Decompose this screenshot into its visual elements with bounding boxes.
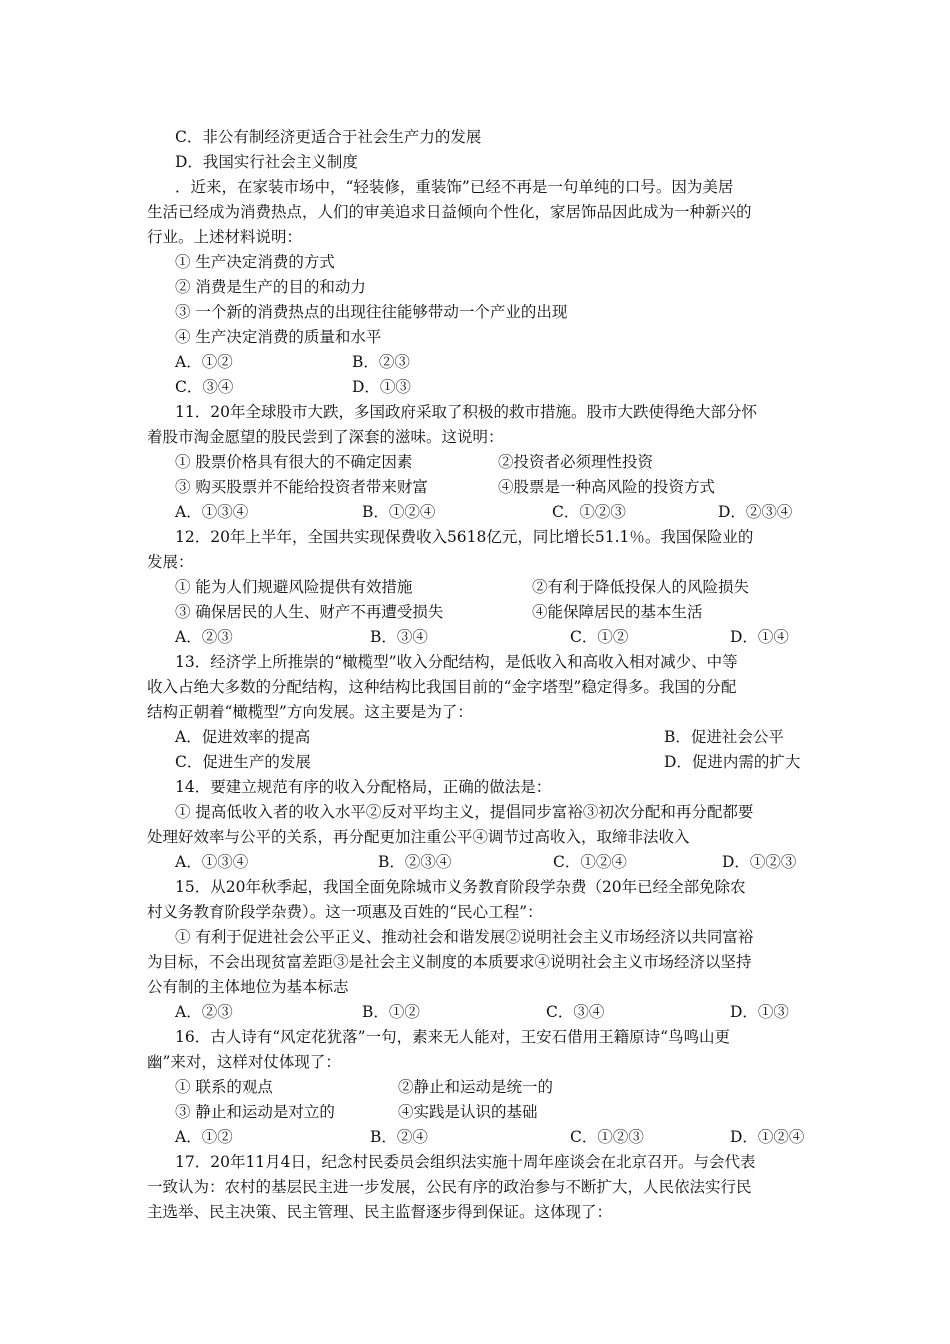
statement-text: 为目标，不会出现贫富差距③是社会主义制度的本质要求④说明社会主义市场经济以坚持: [147, 953, 752, 971]
statement-line: [0, 1100, 950, 1125]
statement-line: [0, 450, 950, 475]
question-line: [0, 400, 950, 425]
statement-text: ③ 购买股票并不能给投资者带来财富: [175, 478, 428, 496]
statement-text: ① 股票价格具有很大的不确定因素: [175, 453, 413, 471]
question-line: [0, 1050, 950, 1075]
statement-line: [0, 325, 950, 350]
answer-options-row: [0, 1125, 950, 1150]
statement-text: ① 能为人们规避风险提供有效措施: [175, 578, 413, 596]
statement-text: ④实践是认识的基础: [398, 1103, 538, 1121]
statement-text: ① 联系的观点: [175, 1078, 273, 1096]
statement-text: ① 生产决定消费的方式: [175, 253, 335, 271]
answer-option: A．①③④: [175, 503, 249, 521]
statement-text: ② 消费是生产的目的和动力: [175, 278, 366, 296]
statement-line: [0, 800, 950, 825]
question-line: [0, 700, 950, 725]
question-text: 行业。上述材料说明：: [147, 228, 303, 246]
answer-option: A．①②: [175, 353, 233, 371]
answer-option: A．促进效率的提高: [175, 728, 311, 746]
question-line: [0, 1150, 950, 1175]
answer-option: D．①③: [730, 1003, 789, 1021]
question-line: [0, 225, 950, 250]
question-text: 13．经济学上所推崇的“橄榄型”收入分配结构，是低收入和高收入相对减少、中等: [175, 653, 738, 671]
answer-option: C．促进生产的发展: [175, 753, 311, 771]
answer-option: B．②③: [352, 353, 410, 371]
question-line: [0, 175, 950, 200]
answer-option: C．③④: [546, 1003, 605, 1021]
statement-line: [0, 575, 950, 600]
question-text: 着股市淘金愿望的股民尝到了深套的滋味。这说明：: [147, 428, 504, 446]
question-line: [0, 550, 950, 575]
question-text: 16．古人诗有“风定花犹落”一句，素来无人能对，王安石借用王籍原诗“鸟鸣山更: [175, 1028, 730, 1046]
statement-line: [0, 600, 950, 625]
question-line: [0, 675, 950, 700]
statement-line: [0, 825, 950, 850]
answer-option: D．①②③: [722, 853, 797, 871]
statement-text: ②静止和运动是统一的: [398, 1078, 554, 1096]
statement-text: ④ 生产决定消费的质量和水平: [175, 328, 382, 346]
answer-option: B．①②④: [362, 503, 436, 521]
option-line: [0, 150, 950, 175]
question-text: 村义务教育阶段学杂费）。这一项惠及百姓的“民心工程”：: [147, 903, 543, 921]
statement-line: [0, 275, 950, 300]
question-text: 主选举、民主决策、民主管理、民主监督逐步得到保证。这体现了：: [147, 1203, 613, 1221]
answer-option: D．①②④: [730, 1128, 805, 1146]
answer-options-row: [0, 350, 950, 375]
answer-option: D．促进内需的扩大: [664, 753, 801, 771]
question-text: 幽”来对，这样对仗体现了：: [147, 1053, 341, 1071]
question-text: 17．20年11月4日，纪念村民委员会组织法实施十周年座谈会在北京召开。与会代表: [175, 1153, 756, 1171]
answer-option: B．①②: [362, 1003, 420, 1021]
answer-option: C．①②③: [570, 1128, 644, 1146]
statement-text: ③ 确保居民的人生、财产不再遭受损失: [175, 603, 444, 621]
answer-option: A．②③: [175, 1003, 233, 1021]
answer-options-row: [0, 500, 950, 525]
answer-options-row: [0, 375, 950, 400]
answer-option: B．促进社会公平: [664, 728, 784, 746]
statement-line: [0, 250, 950, 275]
question-text: 发展：: [147, 553, 194, 571]
statement-text: ③ 一个新的消费热点的出现往往能够带动一个产业的出现: [175, 303, 568, 321]
answer-options-row: [0, 850, 950, 875]
answer-option: D．①④: [730, 628, 789, 646]
answer-option: D．②③④: [718, 503, 793, 521]
statement-line: [0, 975, 950, 1000]
question-line: [0, 1175, 950, 1200]
statement-text: ① 提高低收入者的收入水平②反对平均主义，提倡同步富裕③初次分配和再分配都要: [175, 803, 754, 821]
answer-option: D．①③: [352, 378, 411, 396]
question-line: [0, 200, 950, 225]
statement-line: [0, 950, 950, 975]
statement-line: [0, 475, 950, 500]
statement-text: ②有利于降低投保人的风险损失: [532, 578, 750, 596]
question-line: [0, 900, 950, 925]
statement-text: ③ 静止和运动是对立的: [175, 1103, 335, 1121]
statement-line: [0, 300, 950, 325]
answer-option: B．②④: [370, 1128, 428, 1146]
question-text: 结构正朝着“橄榄型”方向发展。这主要是为了：: [147, 703, 473, 721]
statement-text: 公有制的主体地位为基本标志: [147, 978, 349, 996]
answer-options-row: [0, 625, 950, 650]
answer-option: C．①②: [570, 628, 629, 646]
question-line: [0, 425, 950, 450]
question-text: 12．20年上半年，全国共实现保费收入5618亿元，同比增长51.1％。我国保险业的: [175, 528, 754, 546]
question-text: 11．20年全球股市大跌，多国政府采取了积极的救市措施。股市大跌使得绝大部分怀: [175, 403, 757, 421]
question-line: [0, 1025, 950, 1050]
statement-line: [0, 925, 950, 950]
question-line: [0, 875, 950, 900]
option-text: C．非公有制经济更适合于社会生产力的发展: [175, 128, 482, 146]
question-text: 生活已经成为消费热点，人们的审美追求日益倾向个性化，家居饰品因此成为一种新兴的: [147, 203, 752, 221]
answer-options-row: [0, 1000, 950, 1025]
answer-option: C．①②④: [553, 853, 627, 871]
answer-option: B．②③④: [378, 853, 452, 871]
question-line: [0, 775, 950, 800]
question-text: 一致认为：农村的基层民主进一步发展，公民有序的政治参与不断扩大，人民依法实行民: [147, 1178, 752, 1196]
option-line: [0, 125, 950, 150]
answer-options-row: [0, 725, 950, 750]
answer-option: A．①②: [175, 1128, 233, 1146]
answer-option: C．③④: [175, 378, 234, 396]
question-text: 15．从20年秋季起，我国全面免除城市义务教育阶段学杂费（20年已经全部免除农: [175, 878, 746, 896]
statement-text: ②投资者必须理性投资: [498, 453, 654, 471]
answer-option: B．③④: [370, 628, 428, 646]
question-line: [0, 1200, 950, 1225]
question-line: [0, 650, 950, 675]
question-text: ．近来，在家装市场中，“轻装修，重装饰”已经不再是一句单纯的口号。因为美居: [175, 178, 734, 196]
answer-options-row: [0, 750, 950, 775]
question-line: [0, 525, 950, 550]
statement-line: [0, 1075, 950, 1100]
answer-option: A．①③④: [175, 853, 249, 871]
answer-option: C．①②③: [552, 503, 626, 521]
question-text: 14．要建立规范有序的收入分配格局，正确的做法是：: [175, 778, 552, 796]
statement-text: ① 有利于促进社会公平正义、推动社会和谐发展②说明社会主义市场经济以共同富裕: [175, 928, 754, 946]
statement-text: ④股票是一种高风险的投资方式: [498, 478, 716, 496]
statement-text: ④能保障居民的基本生活: [532, 603, 703, 621]
option-text: D．我国实行社会主义制度: [175, 153, 358, 171]
statement-text: 处理好效率与公平的关系，再分配更加注重公平④调节过高收入，取缔非法收入: [147, 828, 690, 846]
question-text: 收入占绝大多数的分配结构，这种结构比我国目前的“金字塔型”稳定得多。我国的分配: [147, 678, 737, 696]
answer-option: A．②③: [175, 628, 233, 646]
